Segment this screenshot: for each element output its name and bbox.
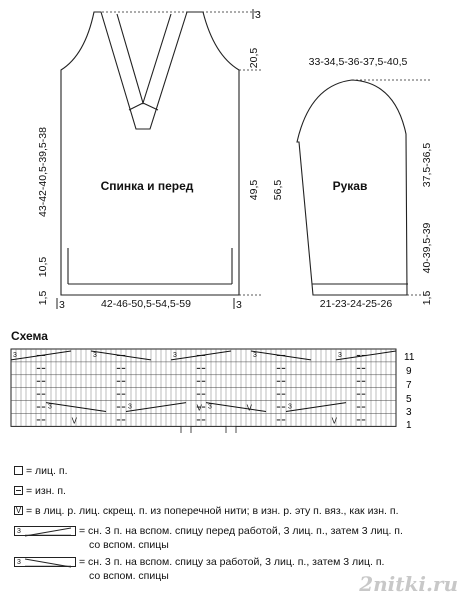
edge-mark-bottom-left	[57, 298, 65, 311]
chart-legend	[14, 464, 460, 583]
row-number: 11	[404, 352, 415, 363]
stitch-chart	[0, 343, 464, 433]
sleeve-piece-label: Рукав	[332, 179, 368, 193]
legend-cable-front-text-cont: со вспом. спицы	[89, 539, 169, 551]
cable-stitch-count: 3	[128, 403, 132, 411]
legend-purl	[14, 484, 460, 498]
legend-purl-text: = изн. п.	[26, 485, 66, 497]
legend-cable-front-text: = сн. 3 п. на вспом. спицу перед работой, 3 лиц. п., затем 3 лиц. п.	[79, 525, 403, 537]
purl-symbol-icon	[14, 486, 23, 495]
chart-title: Схема	[11, 329, 48, 343]
legend-increase	[14, 504, 460, 518]
cable-stitch-count: 3	[13, 352, 17, 359]
chart-notch-right	[226, 426, 236, 433]
row-number: 9	[406, 366, 412, 377]
dim-hem-height-sleeve: 1,5	[421, 290, 433, 306]
knit-symbol-icon	[14, 466, 23, 475]
cable-front-symbol-icon	[14, 526, 76, 536]
twisted-increase-symbol-icon: V	[15, 506, 22, 515]
dim-sleeve-right-upper: 37,5-36,5	[421, 142, 433, 188]
v-increase-stitch: V	[331, 416, 337, 426]
cable-front-number: 3	[17, 528, 21, 535]
cable-stitch-count: 3	[173, 352, 177, 359]
body-piece-outline	[61, 12, 239, 295]
legend-knit	[14, 464, 460, 478]
row-number: 7	[406, 380, 412, 391]
body-outline	[61, 12, 239, 295]
dim-left-height: 43-42-40,5-39,5-38	[37, 127, 49, 217]
cable-stitch-count: 3	[93, 352, 97, 359]
legend-cable-back-text-cont: со вспом. спицы	[89, 570, 169, 582]
row-numbers	[404, 352, 415, 431]
dim-sleeve-right-lower: 40-39,5-39	[421, 222, 433, 274]
v-increase-stitch: V	[196, 403, 202, 413]
row-number: 5	[406, 394, 412, 405]
body-piece-label: Спинка и перед	[100, 179, 194, 193]
edge-mark-bottom-left-label: 3	[59, 299, 65, 311]
edge-mark-bottom-right	[234, 298, 242, 311]
legend-cable-front	[14, 524, 460, 552]
cable-stitch-count: 3	[288, 403, 292, 411]
edge-mark-bottom-right-label: 3	[236, 299, 242, 311]
row-number: 1	[406, 420, 412, 431]
cable-back-number: 3	[17, 559, 21, 566]
cable-stitch-count: 3	[338, 352, 342, 359]
dim-body-width: 42-46-50,5-54,5-59	[101, 298, 191, 310]
edge-mark-top	[253, 9, 261, 21]
dim-hem-height-body: 1,5	[37, 290, 49, 306]
v-increase-stitch: V	[71, 416, 77, 426]
chart-notch-left	[181, 426, 191, 433]
cable-stitch-count: 3	[208, 403, 212, 411]
dim-sleeve-top-width: 33-34,5-36-37,5-40,5	[308, 56, 408, 68]
dim-side-height: 49,5	[248, 179, 260, 201]
dimension-guides	[102, 12, 430, 295]
neck-placket	[129, 103, 158, 110]
dim-top-height: 20,5	[248, 47, 260, 69]
cable-stitch-count: 3	[48, 403, 52, 411]
dim-total-height: 56,5	[272, 179, 284, 201]
edge-mark-top-label: 3	[255, 9, 261, 21]
cable-back-symbol-icon	[14, 557, 76, 567]
chart-grid	[11, 349, 396, 426]
legend-increase-text: = в лиц. р. лиц. скрещ. п. из поперечной нити; в изн. р. эту п. вяз., как изн. п.	[26, 505, 399, 517]
cable-stitch-count: 3	[253, 352, 257, 359]
v-increase-stitch: V	[246, 403, 252, 413]
dim-slit-height: 10,5	[37, 256, 49, 278]
watermark: 2nitki.ru	[359, 572, 458, 596]
dim-sleeve-bottom-width: 21-23-24-25-26	[319, 298, 393, 310]
legend-cable-back-text: = сн. 3 п. на вспом. спицу за работой, 3 лиц. п., затем 3 лиц. п.	[79, 556, 385, 568]
legend-knit-text: = лиц. п.	[26, 465, 68, 477]
row-number: 3	[406, 407, 412, 418]
